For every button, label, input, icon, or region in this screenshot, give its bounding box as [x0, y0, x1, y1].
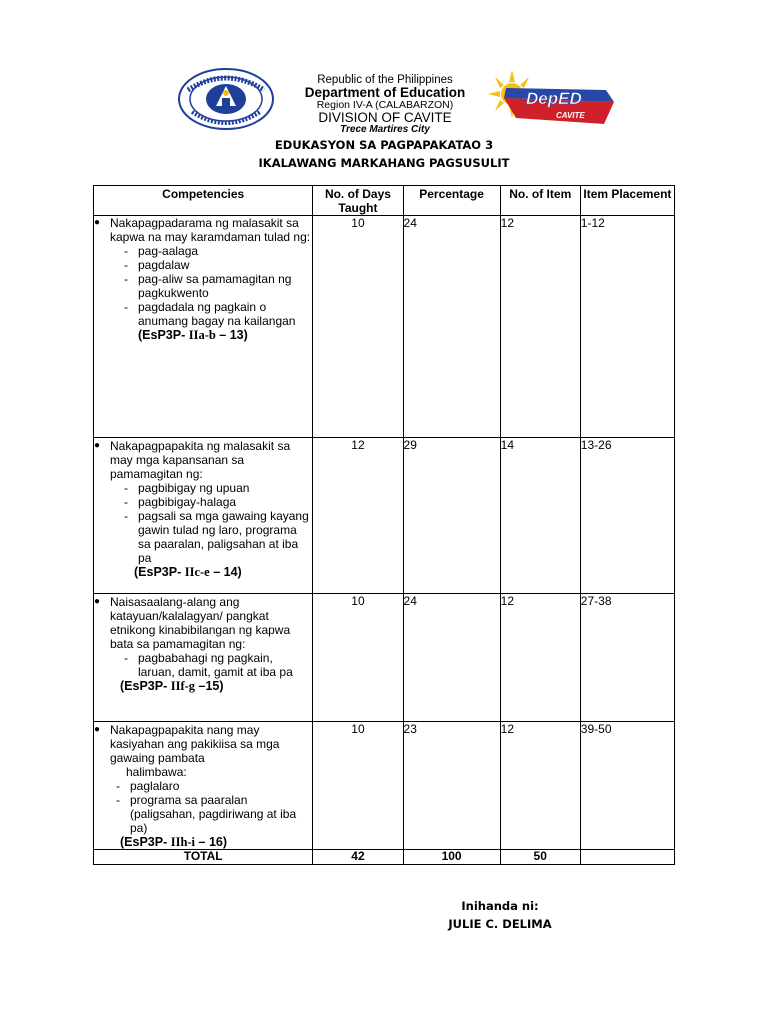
- competency-code: (EsP3P- IIf-g –15): [120, 679, 224, 693]
- list-item: - pagdadala ng pagkain o anumang bagay na kailangan: [124, 300, 312, 328]
- sub-list: [94, 244, 312, 328]
- list-item: - pagbabahagi ng pagkain, laruan, damit, gamit at iba pa: [124, 651, 312, 679]
- percentage-cell: 29: [403, 438, 500, 594]
- list-item: - pagbibigay ng upuan: [124, 481, 312, 495]
- total-row: [94, 850, 675, 865]
- list-item: - programa sa paaralan (paligsahan, pagdiriwang at iba pa): [116, 793, 312, 835]
- competency-code: (EsP3P- IIc-e – 14): [134, 565, 242, 579]
- list-item: - pag-aalaga: [124, 244, 312, 258]
- deped-seal-logo: [178, 68, 274, 130]
- division-text: DIVISION OF CAVITE: [318, 110, 452, 126]
- table-header-row: [94, 186, 675, 216]
- total-days: 42: [313, 850, 403, 865]
- header-percentage: Percentage: [403, 186, 500, 216]
- header-no-of-item: No. of Item: [500, 186, 580, 216]
- list-item: - pag-aliw sa pamamagitan ng pagkukwento: [124, 272, 312, 300]
- percentage-cell: 24: [403, 216, 500, 438]
- header-days-taught: No. of Days Taught: [313, 186, 403, 216]
- days-cell: 10: [313, 722, 403, 850]
- sub-list: [94, 651, 312, 679]
- competency-code: (EsP3P- IIh-i – 16): [120, 835, 228, 849]
- total-label: TOTAL: [94, 850, 313, 865]
- list-item: - pagbibigay-halaga: [124, 495, 312, 509]
- table-row: [94, 438, 675, 594]
- exam-title: IKALAWANG MARKAHANG PAGSUSULIT: [258, 156, 510, 170]
- prepared-by-label: Inihanda ni:: [461, 899, 539, 913]
- percentage-cell: 23: [403, 722, 500, 850]
- competency-cell: [94, 438, 313, 594]
- competency-text: Nakapagpapakita nang may kasiyahan ang pakikiisa sa mga gawaing pambata: [110, 723, 280, 765]
- sub-list: [94, 779, 312, 835]
- days-cell: 10: [313, 594, 403, 722]
- bullet-icon: ●: [94, 724, 101, 735]
- items-cell: 12: [500, 722, 580, 850]
- header-competencies: Competencies: [94, 186, 313, 216]
- bullet-icon: ●: [94, 596, 101, 607]
- items-cell: 12: [500, 216, 580, 438]
- deped-logo-text: DepED: [526, 89, 582, 108]
- table-row: [94, 722, 675, 850]
- department-text: Department of Education: [304, 85, 466, 101]
- city-text: Trece Martires City: [340, 124, 430, 136]
- list-item: - pagdalaw: [124, 258, 312, 272]
- competency-cell: [94, 216, 313, 438]
- competency-cell: [94, 594, 313, 722]
- total-percentage: 100: [403, 850, 500, 865]
- list-item: - pagsali sa mga gawaing kayang gawin tulad ng laro, programa sa paaralan, paligsahan at iba pa: [124, 509, 312, 565]
- competency-cell: [94, 722, 313, 850]
- bullet-icon: ●: [94, 217, 101, 228]
- days-cell: 10: [313, 216, 403, 438]
- bullet-icon: ●: [94, 440, 101, 451]
- placement-cell: 39-50: [580, 722, 674, 850]
- competency-text: Nakapagpapakita ng malasakit sa may mga kapansanan sa pamamagitan ng:: [110, 439, 291, 481]
- republic-text: Republic of the Philippines: [317, 74, 453, 86]
- percentage-cell: 24: [403, 594, 500, 722]
- lead-text: halimbawa:: [126, 765, 187, 779]
- items-cell: 14: [500, 438, 580, 594]
- agency-header: [285, 74, 485, 136]
- table-of-specifications: [93, 185, 675, 865]
- days-cell: 12: [313, 438, 403, 594]
- placement-cell: 27-38: [580, 594, 674, 722]
- deped-cavite-logo: [486, 68, 620, 126]
- items-cell: 12: [500, 594, 580, 722]
- table-row: [94, 216, 675, 438]
- preparer-name: JULIE C. DELIMA: [448, 917, 552, 931]
- placement-cell: 1-12: [580, 216, 674, 438]
- competency-text: Nakapagpadarama ng malasakit sa kapwa na may karamdaman tulad ng:: [110, 216, 311, 244]
- header-item-placement: Item Placement: [580, 186, 674, 216]
- subject-title: EDUKASYON SA PAGPAPAKATAO 3: [274, 138, 494, 152]
- total-items: 50: [500, 850, 580, 865]
- list-item: - paglalaro: [116, 779, 312, 793]
- placement-cell: 13-26: [580, 438, 674, 594]
- competency-text: Naisasaalang-alang ang katayuan/kalalagyan/ pangkat etnikong kinabibilangan ng kapwa bata sa pamamagitan ng:: [110, 595, 291, 651]
- region-text: Region IV-A (CALABARZON): [316, 99, 454, 112]
- table-row: [94, 594, 675, 722]
- competency-code: (EsP3P- IIa-b – 13): [138, 328, 248, 342]
- total-placement: [580, 850, 674, 865]
- sub-list: [94, 481, 312, 565]
- deped-logo-subtext: CAVITE: [556, 111, 585, 120]
